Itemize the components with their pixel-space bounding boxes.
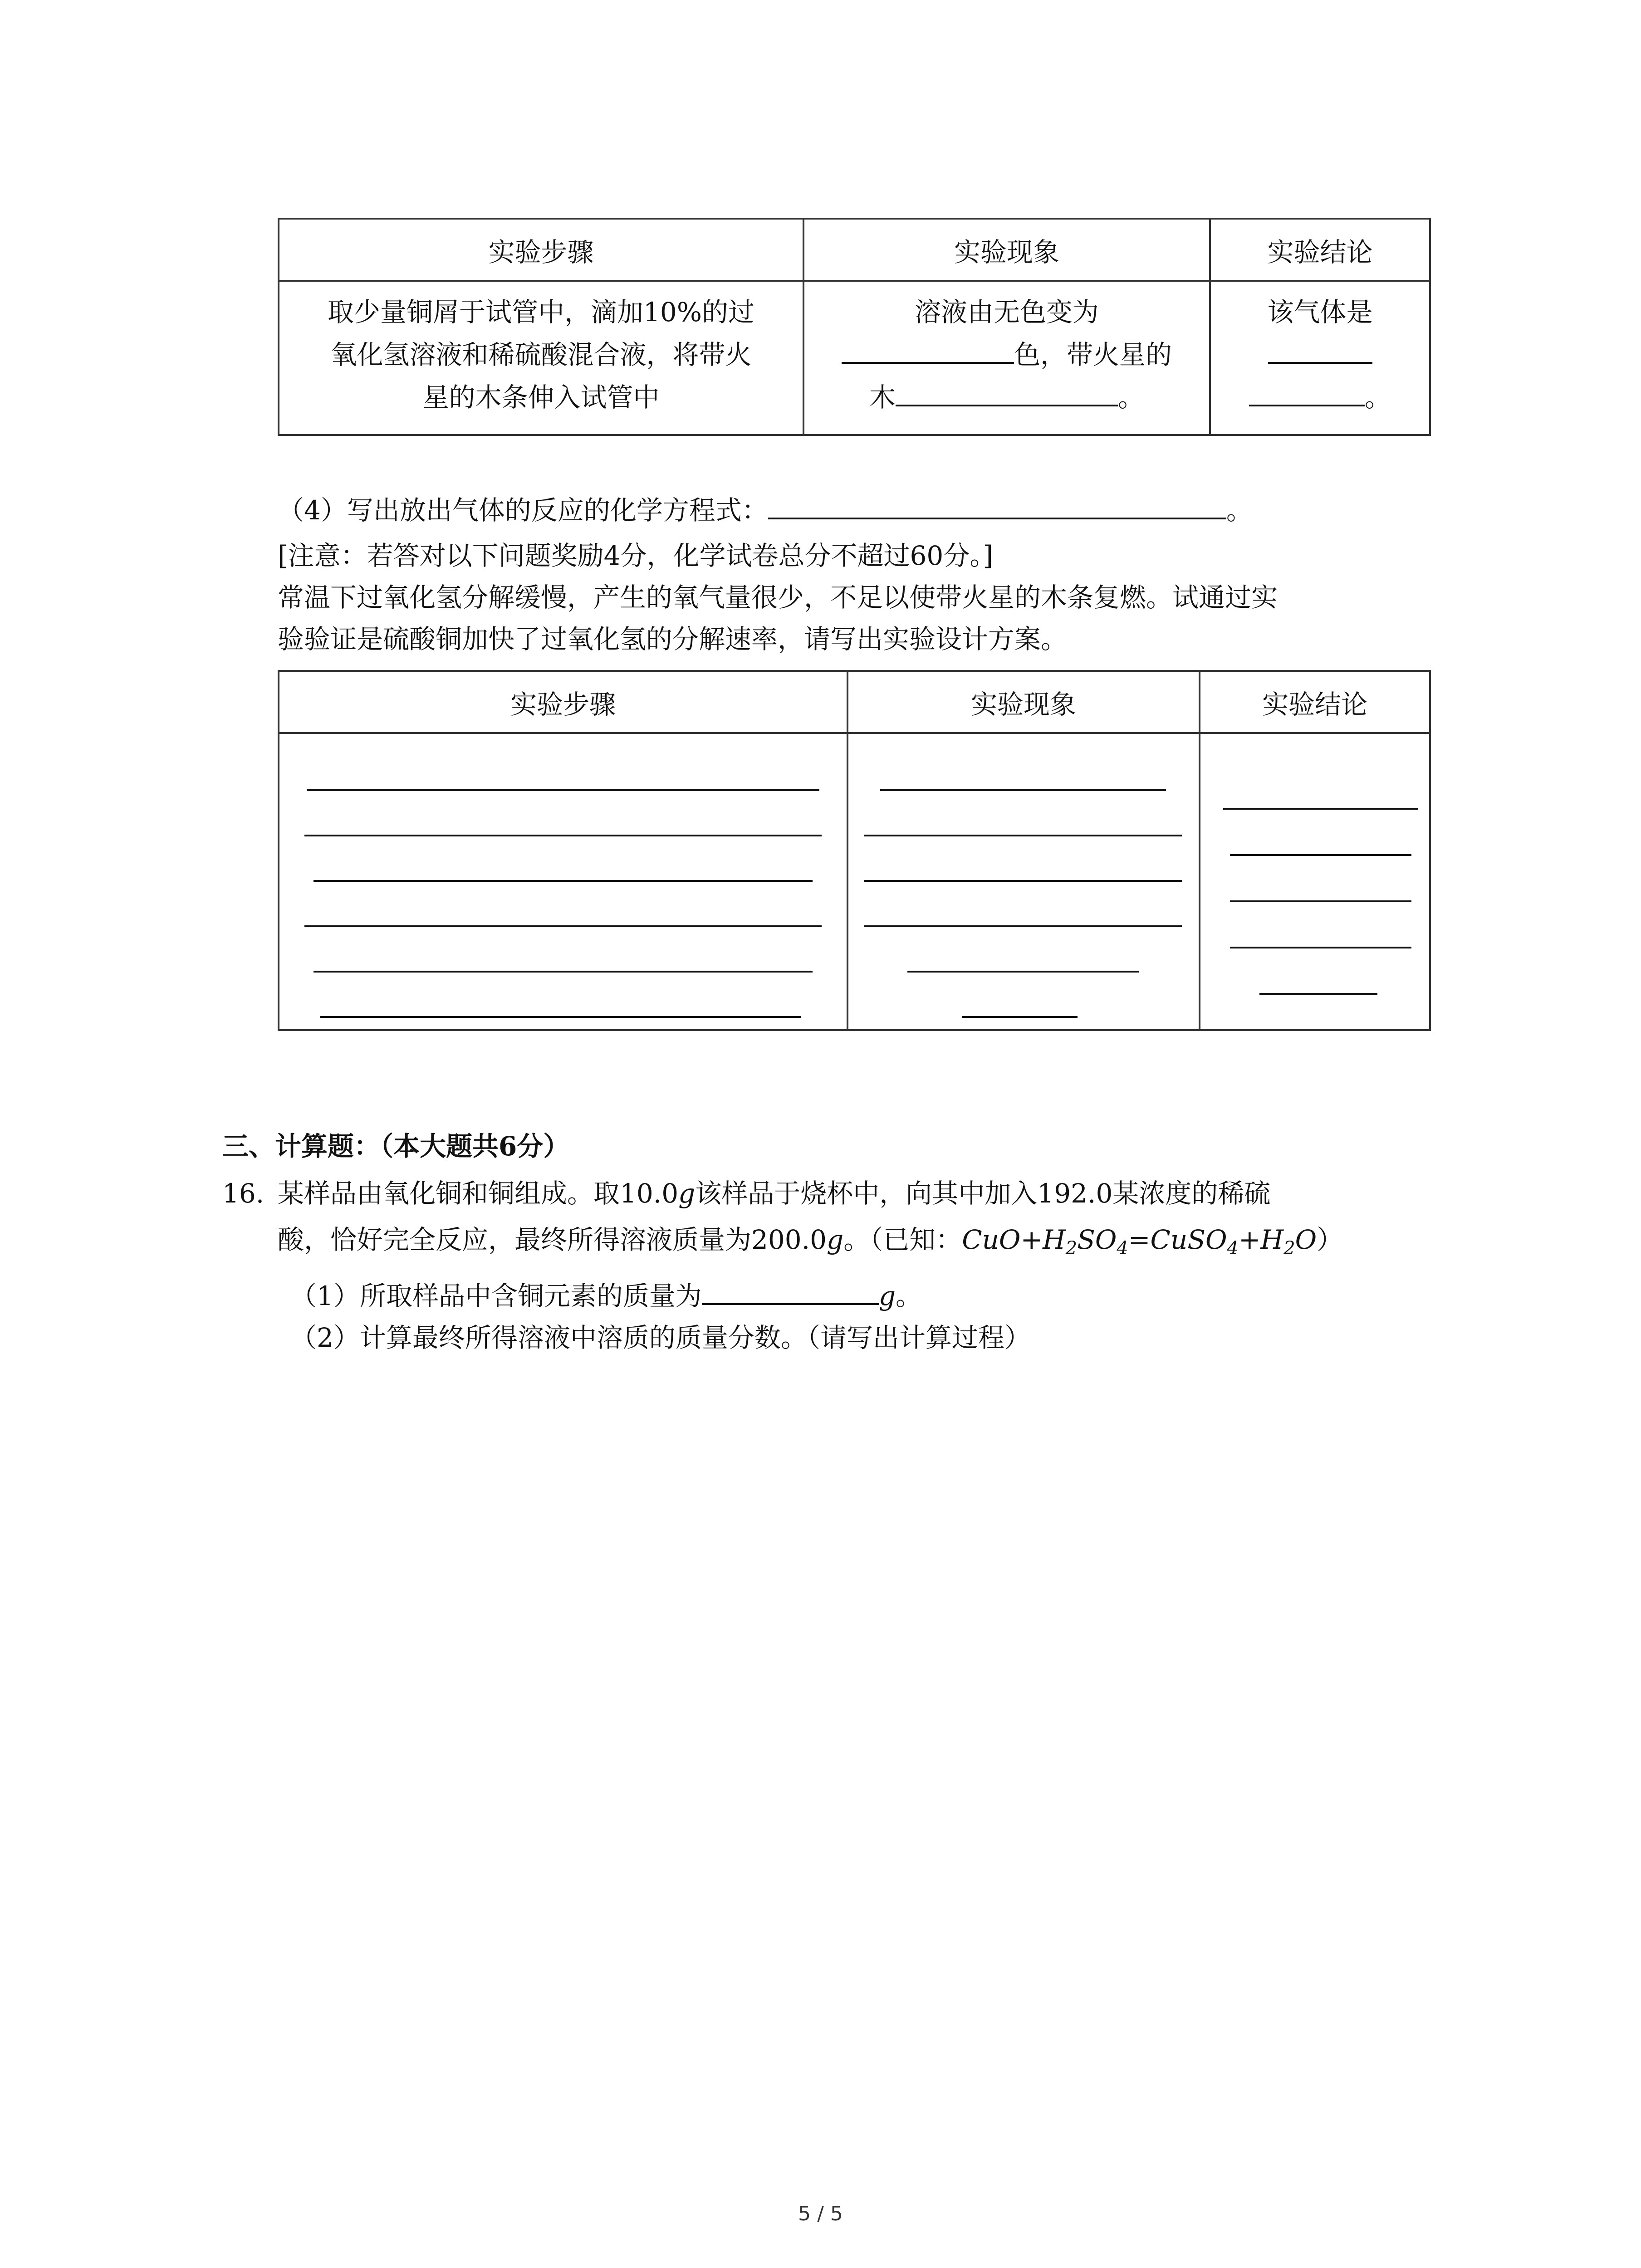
q16-line1 [278, 1171, 1270, 1216]
page-number: 5 / 5 [798, 2202, 843, 2225]
q16-line1-rest: 该样品于烧杯中，向其中加入192.0某浓度的稀硫 [695, 1178, 1271, 1209]
eq-part: SO [1077, 1224, 1117, 1255]
table1-header-phenomenon: 实验现象 [803, 219, 1210, 281]
eq-subscript: 4 [1227, 1238, 1239, 1259]
blank-gas-2[interactable] [1249, 377, 1365, 406]
table1-header-conclusion: 实验结论 [1210, 219, 1430, 281]
table2-step-cell [279, 733, 847, 1030]
q16-line2 [278, 1217, 1343, 1262]
q16-sub1 [290, 1274, 922, 1318]
conclusion-answer-line[interactable] [1259, 993, 1377, 995]
conclusion-answer-line[interactable] [1230, 947, 1411, 948]
eq-part: O [1295, 1224, 1317, 1255]
q16-sub1-unit: g [878, 1281, 896, 1311]
q16-line2-rest: 。（已知： [843, 1224, 962, 1255]
q16-line2-text: 酸，恰好完全反应，最终所得溶液质量为200.0 [278, 1224, 827, 1255]
blank-splint[interactable] [896, 377, 1118, 406]
q16-sub2: （2）计算最终所得溶液中溶质的质量分数。（请写出计算过程） [290, 1322, 1031, 1353]
step-answer-line[interactable] [314, 971, 813, 973]
step-answer-line[interactable] [314, 880, 813, 882]
q4-line [278, 488, 1253, 533]
table2-conclusion-cell [1200, 733, 1430, 1030]
q16-unit-g: g [827, 1224, 844, 1255]
step-answer-line[interactable] [304, 835, 822, 836]
table1-step-line: 氧化氢溶液和稀硫酸混合液，将带火 [330, 339, 752, 370]
q4-end: 。 [1226, 495, 1253, 526]
design-text-line2: 验验证是硫酸铜加快了过氧化氢的分解速率，请写出实验设计方案。 [278, 624, 1068, 655]
table1-step-cell [279, 281, 803, 435]
q16-sub1-text: （1）所取样品中含铜元素的质量为 [290, 1281, 702, 1311]
step-answer-line[interactable] [307, 789, 819, 791]
eq-subscript: 2 [1283, 1238, 1295, 1259]
table1-conclusion-cell [1210, 281, 1430, 435]
bonus-note: [注意：若答对以下问题奖励4分，化学试卷总分不超过60分。] [278, 540, 993, 571]
q4-equation-blank[interactable] [768, 490, 1226, 519]
table2-header-conclusion: 实验结论 [1200, 671, 1430, 733]
q16-unit-g: g [678, 1178, 696, 1209]
q16-line1-text: 某样品由氧化铜和铜组成。取10.0 [278, 1178, 679, 1209]
eq-part: CuO+H [962, 1224, 1066, 1255]
phenomenon-answer-line[interactable] [962, 1016, 1078, 1018]
table-experiment-2 [278, 670, 1431, 1031]
table2-header-step: 实验步骤 [279, 671, 847, 733]
phenomenon-answer-line[interactable] [864, 925, 1182, 927]
table1-step-line: 星的木条伸入试管中 [422, 382, 660, 413]
eq-subscript: 2 [1065, 1238, 1078, 1259]
conclusion-answer-line[interactable] [1230, 854, 1411, 856]
section-3-title: 三、计算题：（本大题共6分） [222, 1131, 570, 1162]
table1-phenomenon-line3-prefix: 木 [869, 382, 896, 413]
table1-header-step: 实验步骤 [279, 219, 803, 281]
table1-conclusion-line1: 该气体是 [1267, 297, 1373, 327]
blank-gas-1[interactable] [1268, 335, 1372, 364]
q16-number: 16. [222, 1178, 265, 1209]
table2-phenomenon-cell [847, 733, 1200, 1030]
table1-phenomenon-cell [803, 281, 1210, 435]
blank-color[interactable] [842, 335, 1014, 364]
eq-part: =CuSO [1128, 1224, 1227, 1255]
table1-step-line: 取少量铜屑于试管中，滴加10%的过 [328, 297, 754, 327]
phenomenon-answer-line[interactable] [864, 880, 1182, 882]
eq-close: ） [1317, 1224, 1343, 1255]
conclusion-answer-line[interactable] [1223, 808, 1418, 810]
step-answer-line[interactable] [320, 1016, 801, 1018]
phenomenon-answer-line[interactable] [880, 789, 1166, 791]
q16-copper-mass-blank[interactable] [702, 1276, 879, 1305]
conclusion-answer-line[interactable] [1230, 900, 1411, 902]
eq-subscript: 4 [1117, 1238, 1128, 1259]
phenomenon-answer-line[interactable] [907, 971, 1139, 973]
step-answer-line[interactable] [304, 925, 822, 927]
eq-part: +H [1238, 1224, 1284, 1255]
q4-prompt: （4）写出放出气体的反应的化学方程式： [278, 495, 768, 526]
design-text-line1: 常温下过氧化氢分解缓慢，产生的氧气量很少，不足以使带火星的木条复燃。试通过实 [278, 582, 1278, 613]
q16-equation [962, 1224, 1317, 1259]
table2-header-phenomenon: 实验现象 [847, 671, 1200, 733]
table-experiment-1 [278, 218, 1431, 436]
q16-sub1-end: 。 [896, 1281, 922, 1311]
table1-phenomenon-line2: 色，带火星的 [1014, 339, 1172, 370]
phenomenon-answer-line[interactable] [864, 835, 1182, 836]
table1-phenomenon-line3-suffix: 。 [1118, 382, 1145, 413]
table1-phenomenon-line1: 溶液由无色变为 [914, 297, 1099, 327]
table1-conclusion-line3-suffix: 。 [1364, 382, 1391, 413]
